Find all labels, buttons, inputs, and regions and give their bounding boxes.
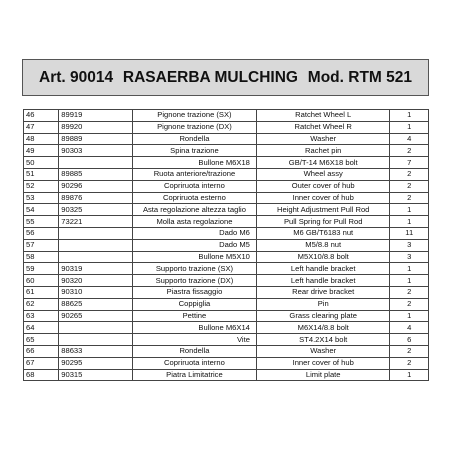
italian-description-cell: Supporto trazione (DX) [132,275,256,287]
italian-description-cell: Pignone trazione (SX) [132,110,256,122]
italian-description-cell: Piastra fissaggio [132,286,256,298]
table-row [24,110,429,122]
italian-description-cell: Supporto trazione (SX) [132,263,256,275]
table-row [24,334,429,346]
part-code-cell [59,322,133,334]
english-description-cell: Washer [256,133,390,145]
part-code-cell: 89889 [59,133,133,145]
table-row [24,369,429,381]
part-code-cell [59,334,133,346]
italian-description-cell: Rondella [132,345,256,357]
english-description-cell: M6X14/8.8 bolt [256,322,390,334]
quantity-cell: 1 [390,310,429,322]
table-row [24,168,429,180]
position-number-cell: 65 [24,334,59,346]
part-code-cell: 89919 [59,110,133,122]
quantity-cell: 2 [390,192,429,204]
position-number-cell: 54 [24,204,59,216]
quantity-cell: 2 [390,298,429,310]
quantity-cell: 2 [390,357,429,369]
italian-description-cell: Dado M6 [132,227,256,239]
english-description-cell: Inner cover of hub [256,192,390,204]
english-description-cell: ST4.2X14 bolt [256,334,390,346]
italian-description-cell: Copriruota interno [132,357,256,369]
quantity-cell: 1 [390,216,429,228]
italian-description-cell: Pettine [132,310,256,322]
part-code-cell: 88625 [59,298,133,310]
italian-description-cell: Rondella [132,133,256,145]
table-row [24,204,429,216]
quantity-cell: 3 [390,239,429,251]
table-row [24,192,429,204]
italian-description-cell: Copriruota esterno [132,192,256,204]
english-description-cell: Ratchet Wheel R [256,121,390,133]
part-code-cell: 90303 [59,145,133,157]
italian-description-cell: Bullone M5X10 [132,251,256,263]
table-row [24,322,429,334]
part-code-cell [59,251,133,263]
quantity-cell: 2 [390,168,429,180]
position-number-cell: 59 [24,263,59,275]
table-row [24,275,429,287]
italian-description-cell: Spina trazione [132,145,256,157]
english-description-cell: Outer cover of hub [256,180,390,192]
quantity-cell: 2 [390,345,429,357]
english-description-cell: Ratchet Wheel L [256,110,390,122]
quantity-cell: 1 [390,275,429,287]
part-code-cell [59,157,133,169]
english-description-cell: Inner cover of hub [256,357,390,369]
italian-description-cell: Pignone trazione (DX) [132,121,256,133]
position-number-cell: 63 [24,310,59,322]
italian-description-cell: Piatra Limitatrice [132,369,256,381]
part-code-cell: 88633 [59,345,133,357]
position-number-cell: 66 [24,345,59,357]
part-code-cell [59,227,133,239]
quantity-cell: 11 [390,227,429,239]
table-row [24,157,429,169]
english-description-cell: Left handle bracket [256,263,390,275]
part-code-cell: 89920 [59,121,133,133]
position-number-cell: 51 [24,168,59,180]
quantity-cell: 2 [390,145,429,157]
model-number: Mod. RTM 521 [307,68,412,86]
english-description-cell: Height Adjustment Pull Rod [256,204,390,216]
table-row [24,298,429,310]
part-code-cell: 90310 [59,286,133,298]
english-description-cell: Rear drive bracket [256,286,390,298]
part-code-cell: 90296 [59,180,133,192]
english-description-cell: M5/8.8 nut [256,239,390,251]
part-code-cell [59,239,133,251]
italian-description-cell: Bullone M6X14 [132,322,256,334]
position-number-cell: 64 [24,322,59,334]
table-row [24,216,429,228]
italian-description-cell: Asta regolazione altezza taglio [132,204,256,216]
italian-description-cell: Ruota anteriore/trazione [132,168,256,180]
english-description-cell: Limit plate [256,369,390,381]
english-description-cell: GB/T-14 M6X18 bolt [256,157,390,169]
position-number-cell: 62 [24,298,59,310]
position-number-cell: 67 [24,357,59,369]
quantity-cell: 4 [390,133,429,145]
position-number-cell: 68 [24,369,59,381]
table-row [24,145,429,157]
quantity-cell: 3 [390,251,429,263]
english-description-cell: Pull Spring for Pull Rod [256,216,390,228]
table-row [24,133,429,145]
product-title: RASAERBA MULCHING [122,68,298,86]
table-row [24,180,429,192]
italian-description-cell: Vite [132,334,256,346]
part-code-cell: 90295 [59,357,133,369]
part-code-cell: 89876 [59,192,133,204]
position-number-cell: 56 [24,227,59,239]
table-row [24,345,429,357]
table-row [24,121,429,133]
italian-description-cell: Copriruota interno [132,180,256,192]
english-description-cell: Wheel assy [256,168,390,180]
table-row [24,239,429,251]
table-row [24,263,429,275]
table-row [24,286,429,298]
parts-table-body [24,110,429,381]
position-number-cell: 47 [24,121,59,133]
position-number-cell: 46 [24,110,59,122]
table-row [24,310,429,322]
quantity-cell: 1 [390,369,429,381]
part-code-cell: 90319 [59,263,133,275]
italian-description-cell: Coppiglia [132,298,256,310]
position-number-cell: 55 [24,216,59,228]
english-description-cell: Left handle bracket [256,275,390,287]
english-description-cell: Rachet pin [256,145,390,157]
english-description-cell: Grass clearing plate [256,310,390,322]
quantity-cell: 2 [390,180,429,192]
english-description-cell: M6 GB/T6183 nut [256,227,390,239]
part-code-cell: 90265 [59,310,133,322]
position-number-cell: 49 [24,145,59,157]
quantity-cell: 2 [390,286,429,298]
parts-table [23,109,429,381]
article-number: Art. 90014 [39,68,114,86]
quantity-cell: 4 [390,322,429,334]
position-number-cell: 48 [24,133,59,145]
italian-description-cell: Bullone M6X18 [132,157,256,169]
position-number-cell: 52 [24,180,59,192]
italian-description-cell: Molla asta regolazione [132,216,256,228]
italian-description-cell: Dado M5 [132,239,256,251]
document-header [22,59,429,96]
part-code-cell: 73221 [59,216,133,228]
quantity-cell: 7 [390,157,429,169]
quantity-cell: 6 [390,334,429,346]
position-number-cell: 61 [24,286,59,298]
part-code-cell: 90320 [59,275,133,287]
table-row [24,251,429,263]
quantity-cell: 1 [390,121,429,133]
quantity-cell: 1 [390,110,429,122]
position-number-cell: 53 [24,192,59,204]
part-code-cell: 90325 [59,204,133,216]
table-row [24,227,429,239]
quantity-cell: 1 [390,204,429,216]
position-number-cell: 50 [24,157,59,169]
position-number-cell: 60 [24,275,59,287]
position-number-cell: 57 [24,239,59,251]
table-row [24,357,429,369]
quantity-cell: 1 [390,263,429,275]
part-code-cell: 89885 [59,168,133,180]
position-number-cell: 58 [24,251,59,263]
part-code-cell: 90315 [59,369,133,381]
english-description-cell: M5X10/8.8 bolt [256,251,390,263]
english-description-cell: Washer [256,345,390,357]
english-description-cell: Pin [256,298,390,310]
